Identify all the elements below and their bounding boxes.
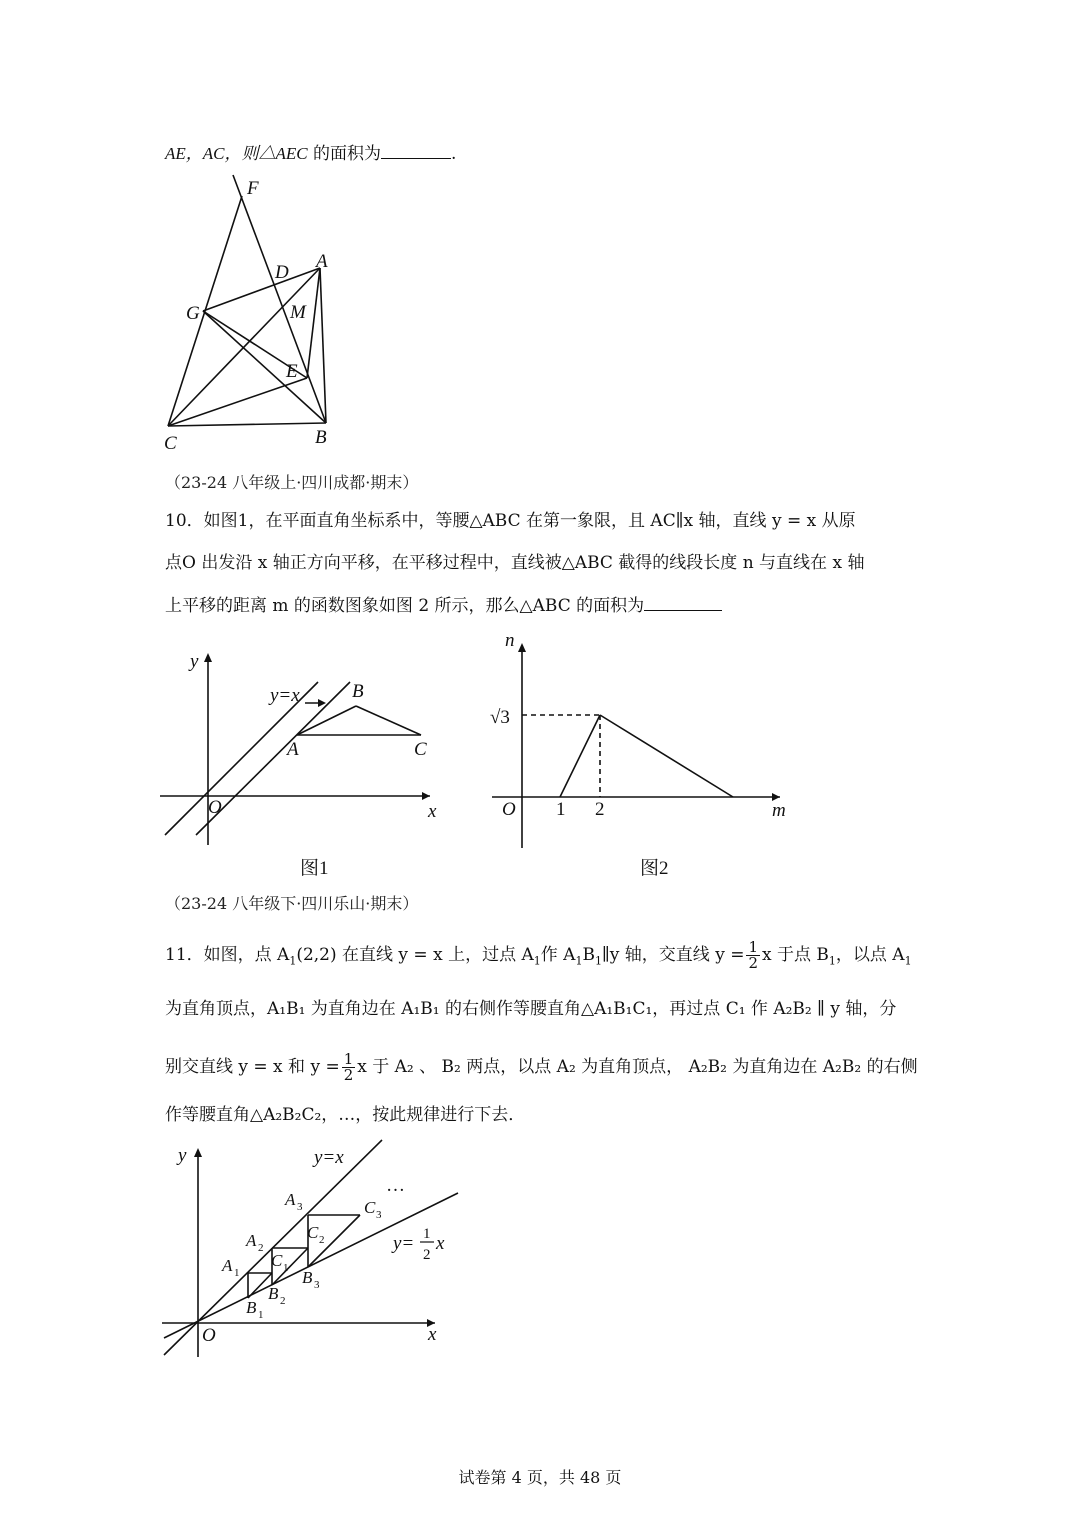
- label-a1-sub: 1: [234, 1267, 240, 1279]
- y-axis-arrowhead: [194, 1148, 202, 1157]
- label-a1: A: [222, 1256, 233, 1275]
- label-b: B: [352, 681, 364, 702]
- q11-frac1-num: 1: [748, 938, 759, 956]
- label-y: y: [178, 1145, 187, 1166]
- label-line: y=x: [270, 685, 300, 706]
- line-a-b: [320, 268, 326, 423]
- label-m: m: [772, 800, 786, 821]
- label-b: B: [315, 427, 327, 448]
- label-g: G: [186, 303, 200, 324]
- segment-bc: [356, 706, 421, 735]
- label-o: O: [208, 797, 222, 818]
- label-e: E: [286, 361, 298, 382]
- q11-sub-a1b: 1: [533, 954, 541, 968]
- q10-line1: 10．如图1，在平面直角坐标系中，等腰△ABC 在第一象限，且 AC∥x 轴，直线 y = x 从原: [165, 511, 856, 531]
- label-x: x: [428, 801, 437, 822]
- label-c1-sub: 1: [283, 1262, 289, 1274]
- label-b1: B: [246, 1298, 257, 1317]
- q11-l1e: ∥y 轴，交直线 y =: [601, 945, 745, 965]
- label-half-x: x: [436, 1233, 445, 1254]
- q11-sub-b1: 1: [594, 954, 602, 968]
- q9-end: .: [451, 144, 457, 164]
- tick-2: 2: [595, 799, 605, 820]
- label-a2: A: [246, 1231, 257, 1250]
- q11-sub-a1: 1: [289, 954, 297, 968]
- q11-l1f: x 于点 B: [762, 945, 829, 965]
- q11-l3b: x 于 A₂ 、 B₂ 两点，以点 A₂ 为直角顶点， A₂B₂ 为直角边在 A₂B₂ 的右侧: [357, 1057, 918, 1077]
- q11-sub-b1b: 1: [828, 954, 836, 968]
- label-y-eq: y=: [393, 1233, 415, 1254]
- motion-arrowhead: [318, 699, 326, 707]
- q11-sub-a1d: 1: [904, 954, 912, 968]
- label-a: A: [287, 739, 299, 760]
- q11-l1c: 作 A: [540, 945, 576, 965]
- page-footer: 试卷第 4 页，共 48 页: [458, 1468, 622, 1487]
- label-c3: C: [364, 1198, 376, 1217]
- q11-l1a: 11．如图，点 A: [165, 945, 290, 965]
- q11-frac2-num: 1: [343, 1050, 354, 1068]
- line-a-e: [307, 268, 320, 378]
- label-a3-sub: 3: [297, 1201, 303, 1213]
- q11-line3: [165, 1052, 918, 1083]
- label-b2-sub: 2: [280, 1295, 286, 1307]
- n-axis-arrowhead: [518, 643, 526, 652]
- q11-line1: [165, 940, 912, 972]
- label-c1: C: [271, 1251, 283, 1270]
- q11-l1g: ，以点 A: [835, 945, 905, 965]
- label-b1-sub: 1: [258, 1309, 264, 1321]
- label-c: C: [414, 739, 427, 760]
- q11-frac-1: [746, 940, 760, 971]
- figure-q10-1: [160, 645, 460, 885]
- caption-fig2: 图2: [640, 858, 669, 879]
- label-dots: …: [386, 1175, 405, 1196]
- q11-l1d: B: [582, 945, 595, 965]
- label-a3: A: [285, 1190, 296, 1209]
- x-axis-arrowhead: [422, 792, 430, 800]
- label-c2-sub: 2: [319, 1234, 325, 1246]
- line-f-b: [233, 175, 326, 423]
- label-o: O: [202, 1325, 216, 1346]
- label-b3-sub: 3: [314, 1279, 320, 1291]
- q9-answer-blank[interactable]: [381, 142, 451, 159]
- y-axis-arrowhead: [204, 653, 212, 662]
- q10-line2: 点O 出发沿 x 轴正方向平移，在平移过程中，直线被△ABC 截得的线段长度 n 与直线在 x 轴: [165, 553, 865, 573]
- label-sqrt3: √3: [490, 707, 510, 728]
- caption-fig1: 图1: [300, 858, 329, 879]
- figure-q11: [150, 1135, 480, 1365]
- q9-pre: AE，AC，则△: [165, 144, 276, 163]
- label-c: C: [164, 433, 177, 454]
- q11-sub-a1c: 1: [575, 954, 583, 968]
- label-b2: B: [268, 1284, 279, 1303]
- q9-post: 的面积为: [313, 144, 382, 164]
- graph-falling: [600, 715, 733, 797]
- q11-l3a: 别交直线 y = x 和 y =: [165, 1057, 340, 1077]
- source-q11: （23-24 八年级下·四川乐山·期末）: [165, 894, 419, 913]
- q11-line2: 为直角顶点，A₁B₁ 为直角边在 A₁B₁ 的右侧作等腰直角△A₁B₁C₁，再过点 C₁ 作 A₂B₂ ∥ y 轴，分: [165, 999, 897, 1019]
- q11-line4: 作等腰直角△A₂B₂C₂，…，按此规律进行下去．: [165, 1105, 526, 1125]
- label-f: F: [247, 178, 259, 199]
- q10-line3: [165, 594, 722, 617]
- q10-answer-blank[interactable]: [644, 594, 722, 611]
- q9-tri: AEC: [275, 144, 308, 163]
- label-half-den: 2: [423, 1247, 431, 1263]
- q9-tail: [165, 142, 456, 165]
- line-c-e: [168, 378, 307, 426]
- label-x: x: [428, 1324, 437, 1345]
- q11-frac-2: [342, 1052, 356, 1083]
- label-a: A: [316, 251, 328, 272]
- q11-frac1-den: 2: [748, 954, 759, 972]
- label-b3: B: [302, 1268, 313, 1287]
- label-o: O: [502, 799, 516, 820]
- graph-rising: [560, 715, 600, 797]
- label-y-eq-x: y=x: [314, 1147, 344, 1168]
- label-a2-sub: 2: [258, 1242, 264, 1254]
- source-q10: （23-24 八年级上·四川成都·期末）: [165, 473, 419, 492]
- label-m: M: [290, 302, 306, 323]
- label-d: D: [275, 262, 289, 283]
- label-half-num: 1: [423, 1226, 431, 1242]
- q11-frac2-den: 2: [343, 1066, 354, 1084]
- figure-q10-2: [480, 630, 810, 860]
- line-c-b: [168, 423, 326, 426]
- label-y: y: [190, 651, 199, 672]
- label-n: n: [505, 630, 515, 651]
- figure-q9: [150, 170, 350, 460]
- tick-1: 1: [556, 799, 566, 820]
- q10-line3-text: 上平移的距离 m 的函数图象如图 2 所示，那么△ABC 的面积为: [165, 596, 645, 616]
- label-c3-sub: 3: [376, 1209, 382, 1221]
- q11-l1b: (2,2) 在直线 y = x 上，过点 A: [296, 945, 534, 965]
- label-c2: C: [307, 1223, 319, 1242]
- segment-ab: [297, 706, 356, 735]
